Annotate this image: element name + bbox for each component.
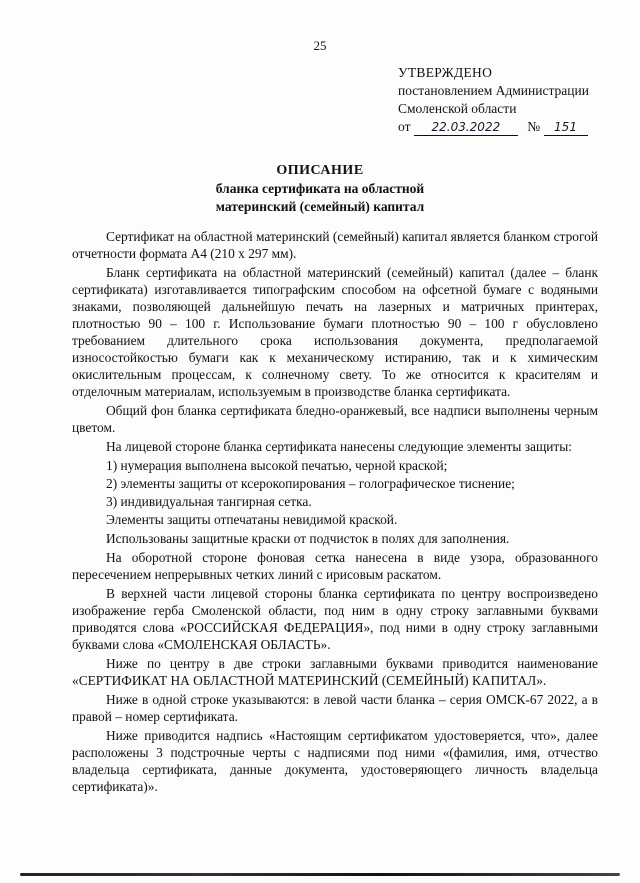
- scan-edge-line: [20, 873, 620, 876]
- paragraph: Ниже по центру в две строки заглавными буквами приводится наименование «СЕРТИФИКАТ НА ОБЛАСТНОЙ МАТЕРИНСКИЙ (СЕМЕЙНЫЙ) КАПИТАЛ».: [72, 656, 598, 688]
- page-number: 25: [313, 38, 327, 53]
- title-heading: ОПИСАНИЕ: [276, 163, 364, 178]
- title-subline-1: бланка сертификата на областной: [215, 181, 425, 196]
- title-subline-2: материнский (семейный) капитал: [215, 199, 425, 214]
- number-prefix: №: [527, 119, 541, 134]
- list-item: 1) нумерация выполнена высокой печатью, черной краской;: [106, 458, 448, 473]
- date-prefix: от: [398, 119, 411, 134]
- list-item: 3) индивидуальная тангирная сетка.: [106, 494, 312, 509]
- handwritten-date: 22.03.2022: [414, 120, 518, 136]
- paragraph: Бланк сертификата на областной материнский (семейный) капитал (далее – бланк сертификата) изготавливается типографским способом на офсетной бумаге с водяными знаками, позволяющей дальнейшую печать на лазерных и матричных принтерах, плотностью 90 – 100 г. Использование бумаги плотностью 90 – 100 г обусловлено требованием длительного срока использования документа, предполагаемой износостойкостью бумаги как к механическому истиранию, так и к химическим окислительным процессам, к солнечному свету. То же относится к красителям и отделочным материалам, используемым в производстве бланка сертификата.: [72, 265, 598, 399]
- paragraph: В верхней части лицевой стороны бланка сертификата по центру воспроизведено изображение герба Смоленской области, под ним в одну строку заглавными буквами приводятся слова «РОССИЙСКАЯ ФЕДЕРАЦИЯ», под ними в одну строку заглавными буквами слова «СМОЛЕНСКАЯ ОБЛАСТЬ».: [72, 586, 598, 652]
- paragraph: На оборотной стороне фоновая сетка нанесена в виде узора, образованного пересечением непрерывных четких линий с ирисовым раскатом.: [72, 550, 598, 582]
- paragraph: Ниже в одной строке указываются: в левой части бланка – серия ОМСК-67 2022, а в правой – номер сертификата.: [72, 692, 598, 724]
- approval-region: Смоленской области: [398, 101, 517, 116]
- document-title: [0, 162, 640, 216]
- paragraph: Ниже приводится надпись «Настоящим сертификатом удостоверяется, что», далее расположены 3 подстрочные черты с надписями под ними «(фамилия, имя, отчество владельца сертификата, данные документа, удостоверяющего личность владельца сертификата)».: [72, 728, 598, 794]
- paragraph: Использованы защитные краски от подчисток в полях для заполнения.: [106, 531, 510, 546]
- handwritten-number: 151: [544, 120, 588, 136]
- document-body: [72, 228, 598, 797]
- approval-date-line: [398, 118, 589, 136]
- paragraph: Сертификат на областной материнский (семейный) капитал является бланком строгой отчетности формата А4 (210 х 297 мм).: [72, 229, 598, 261]
- paragraph: На лицевой стороне бланка сертификата нанесены следующие элементы защиты:: [106, 439, 572, 454]
- approval-authority: постановлением Администрации: [398, 83, 589, 98]
- paragraph: Элементы защиты отпечатаны невидимой краской.: [106, 512, 398, 527]
- paragraph: Общий фон бланка сертификата бледно-оранжевый, все надписи выполнены черным цветом.: [72, 403, 598, 435]
- approval-stamp: [398, 64, 589, 136]
- approval-heading: УТВЕРЖДЕНО: [398, 65, 493, 80]
- list-item: 2) элементы защиты от ксерокопирования – голографическое тиснение;: [106, 476, 515, 491]
